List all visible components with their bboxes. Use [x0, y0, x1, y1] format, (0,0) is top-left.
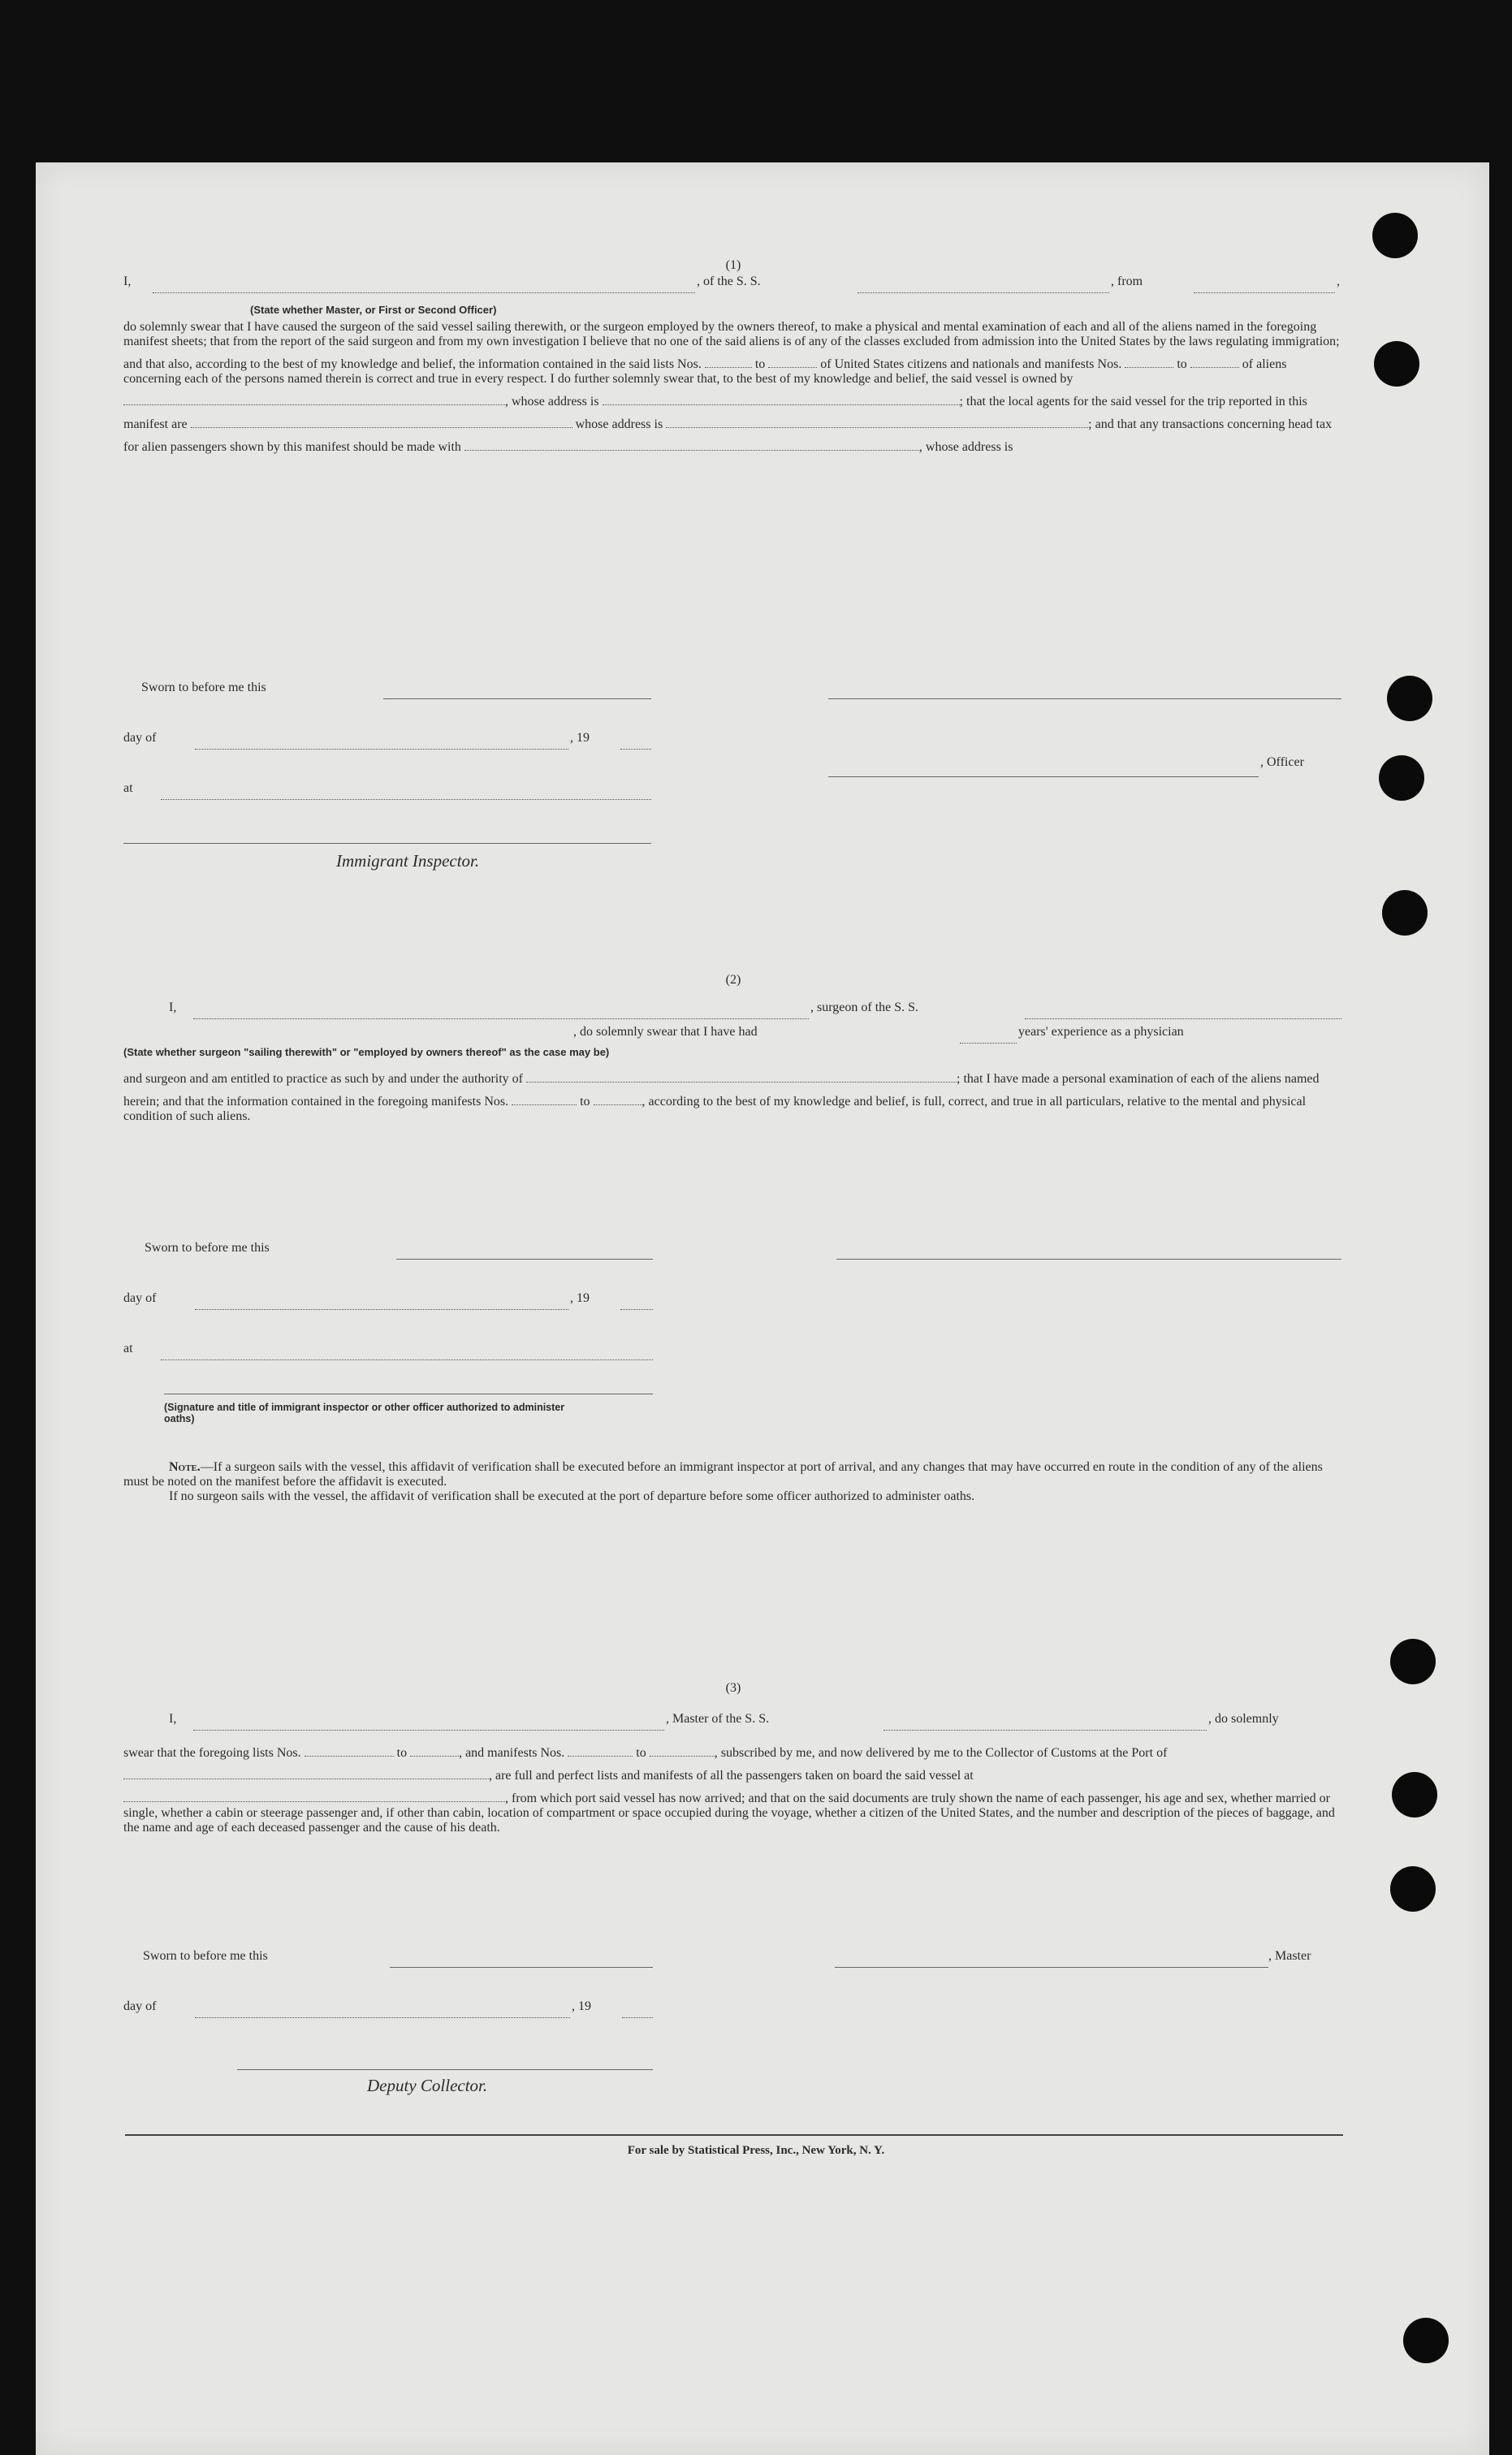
day-of-field[interactable] — [195, 1291, 568, 1310]
manifests-to-field[interactable] — [1190, 349, 1239, 368]
punch-hole — [1390, 1866, 1436, 1912]
day-of-label: day of — [123, 731, 157, 745]
years-field[interactable] — [960, 1025, 1017, 1044]
year-field[interactable] — [620, 1291, 653, 1310]
section-number: (1) — [725, 258, 741, 272]
section-2-sworn-block: Sworn to before me this day of , 19 at (Signature and title of immigrant inspector or other officer authorized to administer oaths) — [123, 1241, 1343, 1436]
section-3-sworn-block: Sworn to before me this , Master day of , 19 Deputy Collector. — [123, 1949, 1311, 2095]
sworn-date-line[interactable] — [396, 1259, 653, 1260]
sworn-label: Sworn to before me this — [141, 681, 266, 694]
section-1-sworn-block: Sworn to before me this day of , 19 at Immigrant Inspector. , Officer — [123, 681, 1343, 892]
punch-hole — [1392, 1772, 1437, 1817]
section-2: (2) I, , surgeon of the S. S. , do solemnly swear that I have had years' experience as a physician (State whether surgeon "sailing therewith" or "employed by owners thereof" as the case may be) and surgeon and am entitled to practice as such by and under the authority of ; that I have made a personal examination of each of the aliens named herein; and that the information contained in the foregoing manifests Nos. to , according to the best of my knowledge and belief, is full, correct, and true in all particulars, relative to the mental and physical condition of such aliens. — [123, 973, 1343, 1124]
punch-hole — [1372, 213, 1418, 258]
punch-hole — [1379, 755, 1424, 801]
surgeon-caption: (State whether surgeon "sailing therewith" or "employed by owners thereof" as the case may be) — [123, 1046, 610, 1058]
owner-field[interactable] — [123, 387, 505, 405]
signature-line[interactable] — [828, 698, 1341, 699]
punch-hole — [1390, 1639, 1436, 1684]
from-label: , from — [1111, 274, 1143, 288]
section-1: (1) I, , of the S. S. , from , (State whether Master, or First or Second Officer) do solemnly swear that I have caused the surgeon of the said vessel sailing therewith, or the surgeon employed by the owners thereof, to make a physical and mental examination of each and all of the aliens named in the foregoing manifest sheets; that from the report of the said surgeon and from my own investigation I believe that no one of the said aliens is of any of the classes excluded from admission into the United States by the laws regulating immigration; and that also, according to the best of my knowledge and belief, the information contained in the said lists Nos. to of United States citizens and nationals and manifests Nos. to of aliens concerning each of the persons named therein is correct and true in every respect. I do further solemnly swear that, to the best of my knowledge and belief, the said vessel is owned by , whose address is ; that the local agents for the said vessel for the trip reported in this manifest are whose address is ; and that any transactions concerning head tax for alien passengers shown by this manifest should be made with , whose address is — [123, 258, 1343, 455]
head-tax-agent-field[interactable] — [464, 432, 919, 451]
punch-hole — [1374, 341, 1419, 387]
section-number: (2) — [725, 973, 741, 987]
vessel-name-field[interactable] — [858, 274, 1109, 293]
master-name-field[interactable] — [193, 1712, 664, 1731]
master-lists-to-field[interactable] — [410, 1738, 459, 1757]
master-lists-from-field[interactable] — [305, 1738, 394, 1757]
punch-hole — [1387, 676, 1432, 721]
inspector-caption: Immigrant Inspector. — [336, 851, 480, 871]
lists-to-field[interactable] — [768, 349, 817, 368]
punch-hole — [1382, 890, 1428, 936]
manifests-from-field[interactable] — [1125, 349, 1173, 368]
at-field[interactable] — [161, 1342, 653, 1360]
collector-caption: Deputy Collector. — [367, 2076, 488, 2095]
oath-i: I, — [123, 274, 132, 288]
agents-address-field[interactable] — [666, 409, 1088, 428]
surgeon-manifests-to-field[interactable] — [594, 1087, 642, 1105]
at-label: at — [123, 781, 133, 795]
surgeon-manifests-from-field[interactable] — [512, 1087, 577, 1105]
note-label: Note. — [169, 1460, 201, 1474]
year-field[interactable] — [622, 1999, 653, 2018]
year-field[interactable] — [620, 731, 651, 750]
departure-port-field[interactable] — [123, 1783, 505, 1802]
officer-signature-line[interactable] — [828, 776, 1259, 777]
owner-address-field[interactable] — [603, 387, 960, 405]
printer-imprint: For sale by Statistical Press, Inc., New York, N. Y. — [627, 2144, 885, 2157]
officer-caption: (State whether Master, or First or Second Officer) — [250, 304, 497, 316]
authority-field[interactable] — [526, 1064, 957, 1083]
surgeon-name-field[interactable] — [193, 1001, 809, 1019]
collector-signature-line[interactable] — [237, 2069, 653, 2070]
section-3: (3) I, , Master of the S. S. , do solemnly swear that the foregoing lists Nos. to , and manifests Nos. to , subscribed by me, and now delivered by me to the Collector of Customs at the Port of , are full and perfect lists and manifests of all the passengers taken on board the said vessel at , from which port said vessel has now arrived; and that on the said documents are truly shown the name of each passenger, his age and sex, whether married or single, whether a cabin or steerage passenger and, if other than cabin, location of compartment or space occupied during the voyage, whether a citizen of the United States, and the number and description of the pieces of baggage, and the name and age of each deceased passenger and the cause of his death. — [123, 1681, 1343, 1835]
master-manifests-from-field[interactable] — [568, 1738, 633, 1757]
surgeon-vessel-field[interactable] — [1025, 1001, 1341, 1019]
oath-text: do solemnly swear that I have caused the surgeon of the said vessel sailing therewith, or the surgeon employed by the owners thereof, to make a physical and mental examination of each and all of the aliens named in the foregoing manifest sheets; that from the report of the said surgeon and from my own investigation I believe that no one of the said aliens is of any of the classes excluded from admission into the United States by the laws regulating immigration; and that also, according to the best of my knowledge and belief, the information contained in the said lists Nos. — [123, 320, 1340, 371]
sworn-date-line[interactable] — [390, 1967, 653, 1968]
officer-label: , Officer — [1260, 755, 1304, 769]
punch-hole — [1403, 2318, 1449, 2363]
master-signature-line[interactable] — [835, 1967, 1268, 1968]
surgeon-of-label: , surgeon of the S. S. — [810, 1001, 919, 1014]
footer-rule — [125, 2134, 1343, 2136]
master-vessel-field[interactable] — [883, 1712, 1207, 1731]
day-of-field[interactable] — [195, 731, 568, 750]
local-agents-field[interactable] — [191, 409, 572, 428]
note-block: Note.—If a surgeon sails with the vessel, this affidavit of verification shall be executed before an immigrant inspector at port of arrival, and any changes that may have occurred en route in the condition of any of the aliens must be noted on the manifest before the affidavit is executed. If no surgeon sails with the vessel, the affidavit of verification shall be executed at the port of departure before some officer authorized to administer oaths. — [123, 1460, 1323, 1503]
at-field[interactable] — [161, 781, 651, 800]
lists-from-field[interactable] — [705, 349, 752, 368]
sworn-date-line[interactable] — [383, 698, 651, 699]
officer-name-field[interactable] — [153, 274, 695, 293]
port-field[interactable] — [123, 1761, 489, 1779]
surgeon-signature-line[interactable] — [836, 1259, 1341, 1260]
ss-label: , of the S. S. — [697, 274, 761, 288]
day-of-field[interactable] — [195, 1999, 570, 2018]
from-port-field[interactable] — [1194, 274, 1335, 293]
official-caption: (Signature and title of immigrant inspector or other officer authorized to administer oaths) — [164, 1402, 565, 1424]
section-number: (3) — [725, 1681, 741, 1695]
inspector-signature-line[interactable] — [123, 843, 651, 844]
master-label: , Master — [1268, 1949, 1311, 1963]
master-manifests-to-field[interactable] — [650, 1738, 715, 1757]
